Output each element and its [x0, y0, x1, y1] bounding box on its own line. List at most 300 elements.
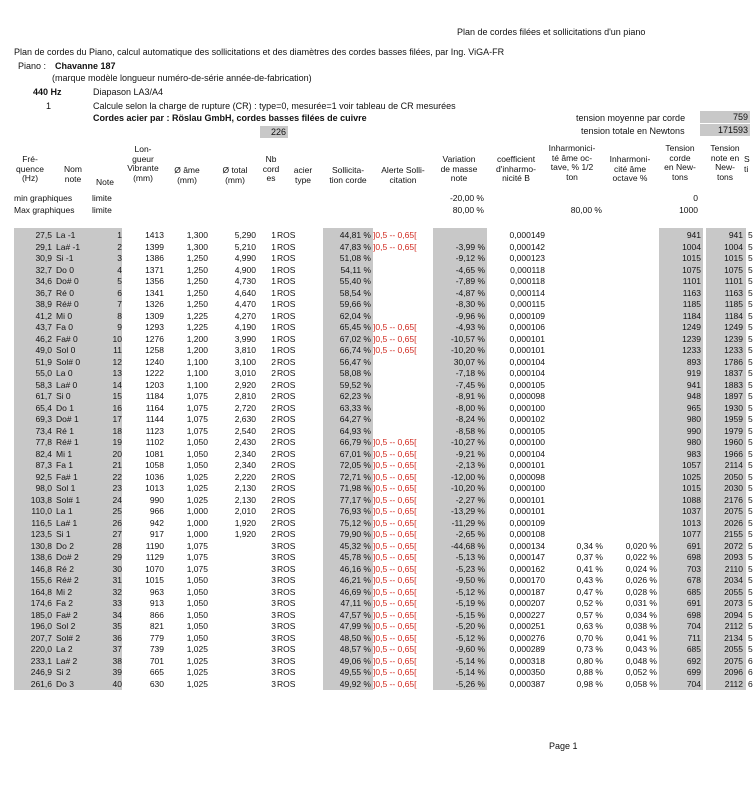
cell-sollicitation: 76,93 % [339, 506, 371, 516]
cell-nom: Sol 0 [56, 345, 76, 355]
cell-variation: -11,29 % [451, 517, 485, 528]
cell-frequence: 98,0 [35, 483, 52, 493]
cell-inh-ame: 0,43 % [576, 575, 603, 585]
cell-note: 7 [117, 299, 122, 309]
tension-totale-label: tension totale en Newtons [581, 126, 685, 136]
cell-inh-octave: 0,022 % [625, 552, 657, 562]
cell-coefficient: 0,000118 [510, 276, 545, 286]
cell-inh-ame: 0,88 % [576, 667, 603, 677]
cell-tension-note: 1075 [724, 264, 743, 275]
cell-note: 10 [112, 333, 122, 344]
cell-tension-corde: 919 [686, 368, 701, 378]
cell-total: 2,920 [234, 379, 256, 390]
cell-coefficient: 0,000134 [509, 540, 545, 551]
cell-coefficient: 0,000170 [509, 575, 545, 585]
cell-variation: -5,14 % [455, 667, 485, 677]
header-alerte: Alerte Solli- citation [381, 165, 425, 185]
cell-frequence: 174,6 [30, 598, 52, 608]
cell-total: 1,920 [234, 517, 256, 528]
header-coefficient: coefficient d'inharmo- nicité B [496, 154, 536, 184]
cell-tension-note: 1239 [724, 333, 743, 344]
cell-ame: 1,225 [186, 322, 208, 332]
cell-ame: 1,050 [186, 437, 208, 447]
cell-inh-octave: 0,038 % [625, 621, 657, 631]
cell-nb: 3 [271, 609, 276, 620]
cell-ame: 1,075 [186, 563, 208, 574]
cell-sollicitation: 67,01 % [339, 448, 371, 459]
cell-tension-corde: 1088 [682, 494, 701, 505]
header-sollicitation: Sollicita- tion corde [329, 165, 367, 185]
cell-nb: 1 [271, 287, 276, 298]
cell-alerte: ]0,5 -- 0,65[ [373, 655, 417, 666]
table-row [0, 437, 754, 449]
cell-variation: -5,26 % [455, 678, 485, 689]
cell-ame: 1,250 [186, 253, 208, 263]
cell-cut: 5 [748, 563, 753, 574]
cell-variation: -2,13 % [455, 460, 485, 470]
cell-inh-ame: 0,34 % [576, 540, 603, 551]
cell-frequence: 36,7 [35, 287, 52, 298]
cell-nb: 2 [271, 368, 276, 378]
cell-tension-note: 1786 [724, 356, 743, 367]
cell-tension-corde: 703 [686, 563, 701, 574]
cell-nom: La 0 [56, 368, 73, 378]
cell-cut: 5 [748, 448, 753, 459]
min-limite-label: limite [92, 193, 112, 203]
cell-note: 17 [112, 414, 122, 424]
cell-tension-corde: 893 [686, 356, 701, 367]
cell-tension-corde: 1013 [682, 517, 701, 528]
cell-cut: 5 [748, 437, 753, 447]
cell-nom: Do# 2 [56, 552, 79, 562]
table-row [0, 506, 754, 518]
cell-cut: 5 [748, 230, 753, 240]
cell-cut: 5 [748, 414, 753, 424]
cell-frequence: 46,2 [35, 333, 52, 344]
cell-alerte: ]0,5 -- 0,65[ [373, 460, 417, 470]
cell-acier: ROS [277, 586, 296, 597]
cell-inh-ame: 0,47 % [576, 586, 603, 597]
cell-tension-note: 2155 [724, 529, 743, 539]
cell-ame: 1,000 [186, 529, 208, 539]
cell-tension-note: 1966 [724, 448, 743, 459]
cell-alerte: ]0,5 -- 0,65[ [373, 667, 417, 677]
table-row [0, 391, 754, 403]
cell-frequence: 92,5 [35, 471, 52, 482]
table-row [0, 403, 754, 415]
cell-longueur: 1102 [145, 437, 164, 447]
cell-nb: 1 [271, 345, 276, 355]
cell-longueur: 1184 [145, 391, 164, 401]
cell-acier: ROS [277, 299, 296, 309]
cell-tension-note: 2030 [724, 483, 743, 493]
cell-coefficient: 0,000105 [509, 425, 545, 436]
cell-tension-corde: 1163 [682, 287, 701, 298]
cell-total: 2,130 [234, 483, 256, 493]
cell-nb: 3 [271, 552, 276, 562]
cell-alerte: ]0,5 -- 0,65[ [373, 333, 417, 344]
cell-total: 2,010 [234, 506, 256, 516]
cell-acier: ROS [277, 345, 296, 355]
cell-total: 2,630 [234, 414, 256, 424]
cell-cut: 5 [748, 391, 753, 401]
cell-alerte: ]0,5 -- 0,65[ [373, 494, 417, 505]
cell-sollicitation: 66,74 % [339, 345, 371, 355]
cell-sollicitation: 59,66 % [339, 299, 371, 309]
cell-note: 25 [112, 506, 122, 516]
cell-inh-octave: 0,026 % [625, 575, 657, 585]
cell-acier: ROS [277, 253, 296, 263]
cell-cut: 5 [748, 621, 753, 631]
cell-tension-note: 2093 [724, 552, 743, 562]
cell-longueur: 1164 [145, 402, 164, 413]
cell-variation: -5,23 % [455, 563, 485, 574]
cell-acier: ROS [277, 667, 296, 677]
cell-ame: 1,050 [186, 586, 208, 597]
cell-longueur: 913 [149, 598, 164, 608]
cell-tension-note: 941 [728, 230, 743, 240]
cell-tension-note: 1960 [724, 437, 743, 447]
cell-longueur: 1129 [145, 552, 164, 562]
header-nb-cordes: Nb cord es [262, 154, 280, 184]
cell-coefficient: 0,000142 [509, 241, 545, 252]
cell-longueur: 821 [149, 621, 164, 631]
cell-cut: 5 [748, 368, 753, 378]
cell-note: 35 [112, 621, 122, 631]
cell-acier: ROS [277, 678, 296, 689]
cell-cut: 5 [748, 460, 753, 470]
cell-nom: La 2 [56, 644, 73, 654]
cell-tension-corde: 983 [686, 448, 701, 459]
cell-acier: ROS [277, 494, 296, 505]
cell-sollicitation: 79,90 % [339, 529, 371, 539]
table-row [0, 644, 754, 656]
cell-coefficient: 0,000387 [509, 678, 545, 689]
cell-tension-corde: 1239 [682, 333, 701, 344]
cell-longueur: 1413 [145, 230, 164, 240]
table-row [0, 322, 754, 334]
cell-frequence: 110,0 [31, 506, 52, 516]
cell-longueur: 1081 [145, 448, 164, 459]
cell-variation: -44,68 % [450, 540, 485, 551]
cell-sollicitation: 46,21 % [339, 575, 371, 585]
cell-tension-note: 1185 [724, 299, 743, 309]
cell-tension-note: 1249 [724, 322, 743, 332]
header-tension-corde: Tension corde en New- tons [664, 143, 696, 182]
cell-alerte: ]0,5 -- 0,65[ [373, 517, 417, 528]
cell-tension-note: 1004 [724, 241, 743, 252]
cell-ame: 1,225 [186, 310, 208, 321]
cell-cut: 5 [748, 333, 753, 344]
cell-longueur: 990 [149, 494, 164, 505]
table-row [0, 253, 754, 265]
cell-cut: 5 [748, 356, 753, 367]
cell-acier: ROS [277, 379, 296, 390]
header-frequence: Fré- quence (Hz) [16, 154, 44, 184]
cell-nom: Do 1 [56, 402, 74, 413]
cell-note: 23 [112, 483, 122, 493]
cell-cut: 5 [748, 517, 753, 528]
cell-ame: 1,200 [186, 345, 208, 355]
cell-sollicitation: 58,54 % [339, 287, 371, 298]
cell-sollicitation: 49,06 % [339, 655, 371, 666]
table-row [0, 552, 754, 564]
cell-coefficient: 0,000100 [509, 483, 545, 493]
cell-sollicitation: 47,57 % [339, 609, 371, 620]
cell-coefficient: 0,000162 [509, 563, 545, 574]
cell-coefficient: 0,000114 [510, 287, 545, 298]
cell-ame: 1,025 [186, 483, 208, 493]
cell-coefficient: 0,000350 [509, 667, 545, 677]
cell-total: 3,100 [234, 356, 256, 367]
cell-ame: 1,050 [186, 609, 208, 620]
table-row [0, 311, 754, 323]
cell-nb: 2 [271, 391, 276, 401]
cell-cut: 5 [748, 506, 753, 516]
cell-total: 3,810 [234, 345, 256, 355]
cell-total: 2,810 [234, 391, 256, 401]
cell-nom: Si 0 [56, 391, 71, 401]
cell-ame: 1,050 [186, 448, 208, 459]
cell-tension-corde: 685 [686, 644, 701, 654]
cell-frequence: 164,8 [30, 586, 52, 597]
cell-nom: Sol# 1 [56, 494, 81, 505]
cell-ame: 1,250 [186, 276, 208, 286]
cell-ame: 1,025 [186, 471, 208, 482]
cell-coefficient: 0,000101 [509, 494, 545, 505]
cell-tension-note: 2075 [724, 506, 743, 516]
cell-nom: Ré# 2 [56, 575, 79, 585]
cell-sollicitation: 65,45 % [339, 322, 371, 332]
cell-total: 2,340 [234, 460, 256, 470]
cell-cut: 5 [748, 494, 753, 505]
cell-longueur: 1144 [145, 414, 164, 424]
cell-nb: 2 [271, 437, 276, 447]
cell-ame: 1,250 [186, 299, 208, 309]
cell-tension-corde: 980 [686, 414, 701, 424]
cell-ame: 1,025 [186, 667, 208, 677]
cell-tension-note: 2110 [724, 563, 743, 574]
cell-nb: 2 [271, 402, 276, 413]
cell-alerte: ]0,5 -- 0,65[ [373, 448, 417, 459]
header-inh-octave: Inharmoni- cité âme octave % [609, 154, 651, 184]
max-graphiques-label: Max graphiques [14, 205, 75, 215]
cell-nb: 2 [271, 379, 276, 390]
cell-sollicitation: 47,11 % [340, 598, 371, 608]
cell-nb: 2 [271, 448, 276, 459]
cell-frequence: 55,0 [35, 368, 52, 378]
cell-acier: ROS [277, 230, 296, 240]
cell-nom: Ré 2 [56, 563, 74, 574]
cell-coefficient: 0,000098 [509, 471, 545, 482]
cell-ame: 1,075 [186, 391, 208, 401]
cell-longueur: 1276 [145, 333, 164, 344]
cell-ame: 1,300 [186, 241, 208, 252]
cell-coefficient: 0,000276 [509, 632, 545, 643]
cell-nom: La# 2 [56, 655, 78, 666]
cell-note: 18 [112, 425, 122, 436]
cell-tension-corde: 1037 [682, 506, 701, 516]
cell-tension-corde: 704 [686, 678, 701, 689]
cell-cut: 5 [748, 299, 753, 309]
cell-frequence: 220,0 [30, 644, 52, 654]
cell-frequence: 30,9 [35, 253, 52, 263]
cell-coefficient: 0,000100 [509, 402, 545, 413]
cell-nom: La# 0 [56, 379, 78, 390]
cell-longueur: 1013 [145, 483, 164, 493]
cell-alerte: ]0,5 -- 0,65[ [373, 230, 417, 240]
cell-nom: Si 2 [56, 667, 71, 677]
cell-ame: 1,075 [186, 552, 208, 562]
cell-frequence: 61,7 [35, 391, 52, 401]
cell-frequence: 51,9 [35, 356, 52, 367]
cell-nom: Ré 0 [56, 287, 74, 298]
cell-tension-note: 2050 [724, 471, 743, 482]
cell-tension-note: 1979 [724, 425, 743, 436]
cell-alerte: ]0,5 -- 0,65[ [373, 322, 417, 332]
table-row [0, 541, 754, 553]
cell-frequence: 207,7 [30, 632, 52, 643]
cell-cut: 6 [748, 667, 753, 677]
cell-sollicitation: 45,32 % [339, 540, 371, 551]
cell-variation: -4,87 % [455, 287, 485, 298]
cell-ame: 1,250 [186, 287, 208, 298]
cell-nb: 3 [271, 563, 276, 574]
cell-acier: ROS [277, 287, 296, 298]
cell-ame: 1,200 [186, 333, 208, 344]
cell-frequence: 138,6 [30, 552, 52, 562]
max-limite-label: limite [92, 205, 112, 215]
cell-nb: 3 [271, 621, 276, 631]
cell-variation: -2,27 % [455, 494, 485, 505]
cell-nom: La -1 [56, 230, 76, 240]
cell-frequence: 41,2 [35, 310, 52, 321]
cell-coefficient: 0,000227 [509, 609, 545, 620]
cell-nom: Si -1 [56, 253, 74, 263]
cell-frequence: 261,6 [30, 678, 52, 689]
cell-variation: -3,99 % [455, 241, 485, 252]
cell-acier: ROS [277, 632, 296, 643]
cell-variation: -5,12 % [455, 586, 485, 597]
cell-cut: 5 [748, 609, 753, 620]
cell-alerte: ]0,5 -- 0,65[ [373, 540, 417, 551]
cell-tension-corde: 1004 [682, 241, 701, 252]
cell-tension-corde: 698 [686, 609, 701, 620]
cell-alerte: ]0,5 -- 0,65[ [373, 471, 417, 482]
cell-tension-note: 1101 [724, 276, 743, 286]
cell-nom: Do 0 [56, 264, 74, 275]
cell-acier: ROS [277, 425, 296, 436]
cell-ame: 1,050 [186, 621, 208, 631]
cell-variation: -5,12 % [455, 632, 485, 643]
cell-note: 21 [112, 460, 122, 470]
cell-frequence: 27,5 [35, 230, 52, 240]
cell-note: 36 [112, 632, 122, 643]
cell-ame: 1,075 [186, 425, 208, 436]
cell-variation: -7,18 % [455, 368, 485, 378]
cell-frequence: 103,8 [30, 494, 52, 505]
cell-longueur: 1371 [145, 264, 164, 275]
cell-nom: Mi 1 [56, 448, 73, 459]
cell-note: 26 [112, 517, 122, 528]
cell-cut: 5 [748, 471, 753, 482]
cell-longueur: 665 [149, 667, 164, 677]
tension-min: 0 [693, 193, 698, 203]
cell-total: 2,220 [234, 471, 256, 482]
table-row [0, 472, 754, 484]
cell-sollicitation: 59,52 % [339, 379, 371, 390]
cell-frequence: 246,9 [30, 667, 52, 677]
cell-note: 15 [112, 391, 122, 401]
cell-nb: 2 [271, 425, 276, 436]
cell-nom: Si 1 [56, 529, 71, 539]
cell-longueur: 1293 [145, 322, 164, 332]
cell-sollicitation: 72,71 % [339, 471, 371, 482]
cell-acier: ROS [277, 333, 296, 344]
cell-total: 4,640 [234, 287, 256, 298]
cell-tension-note: 2026 [724, 517, 743, 528]
cell-nb: 3 [271, 678, 276, 689]
cell-total: 2,340 [234, 448, 256, 459]
cell-inh-ame: 0,70 % [576, 632, 603, 643]
cell-tension-note: 2072 [724, 540, 743, 551]
cell-nom: Fa 1 [56, 460, 74, 470]
cell-cut: 5 [748, 287, 753, 298]
table-row [0, 633, 754, 645]
cell-tension-note: 1837 [724, 368, 743, 378]
cell-coefficient: 0,000106 [509, 322, 545, 332]
cell-tension-corde: 1185 [682, 299, 701, 309]
header-acier-type: acier type [293, 165, 313, 185]
cell-cut: 5 [748, 264, 753, 275]
cell-acier: ROS [277, 402, 296, 413]
cell-alerte: ]0,5 -- 0,65[ [373, 644, 417, 654]
cell-coefficient: 0,000187 [509, 586, 545, 597]
page-header: Plan de cordes filées et sollicitations d'un piano [457, 27, 646, 37]
cell-inh-octave: 0,043 % [625, 644, 657, 654]
cell-tension-note: 2176 [724, 494, 743, 505]
table-row [0, 460, 754, 472]
cell-variation: -9,60 % [455, 644, 485, 654]
cell-coefficient: 0,000108 [509, 529, 545, 539]
cell-tension-corde: 699 [686, 667, 701, 677]
tension-moyenne-value: 759 [700, 111, 750, 123]
header-variation: Variation de masse note [440, 154, 478, 184]
cell-coefficient: 0,000104 [509, 368, 545, 378]
cell-longueur: 1326 [145, 299, 164, 309]
cell-coefficient: 0,000318 [509, 655, 545, 666]
cell-inh-octave: 0,020 % [625, 540, 657, 551]
cell-ame: 1,300 [186, 230, 208, 240]
cell-note: 8 [117, 310, 122, 321]
page-footer: Page 1 [549, 741, 578, 751]
cell-inh-ame: 0,41 % [576, 563, 603, 574]
cell-coefficient: 0,000105 [509, 379, 545, 390]
cell-frequence: 29,1 [35, 241, 52, 252]
cell-total: 2,540 [234, 425, 256, 436]
cell-sollicitation: 47,99 % [339, 621, 371, 631]
cell-frequence: 43,7 [35, 322, 52, 332]
calc-flag: 1 [46, 101, 52, 111]
calc-text: Calcule selon la charge de rupture (CR) : type=0, mesurée=1 voir tableau de CR mesurées [93, 101, 456, 111]
cell-note: 27 [112, 529, 122, 539]
cell-note: 28 [112, 540, 122, 551]
table-row [0, 679, 754, 691]
cell-variation: -10,20 % [450, 345, 485, 355]
cell-variation: 30,07 % [453, 356, 485, 367]
cell-nom: Fa 2 [56, 598, 74, 608]
cell-nb: 1 [271, 276, 276, 286]
